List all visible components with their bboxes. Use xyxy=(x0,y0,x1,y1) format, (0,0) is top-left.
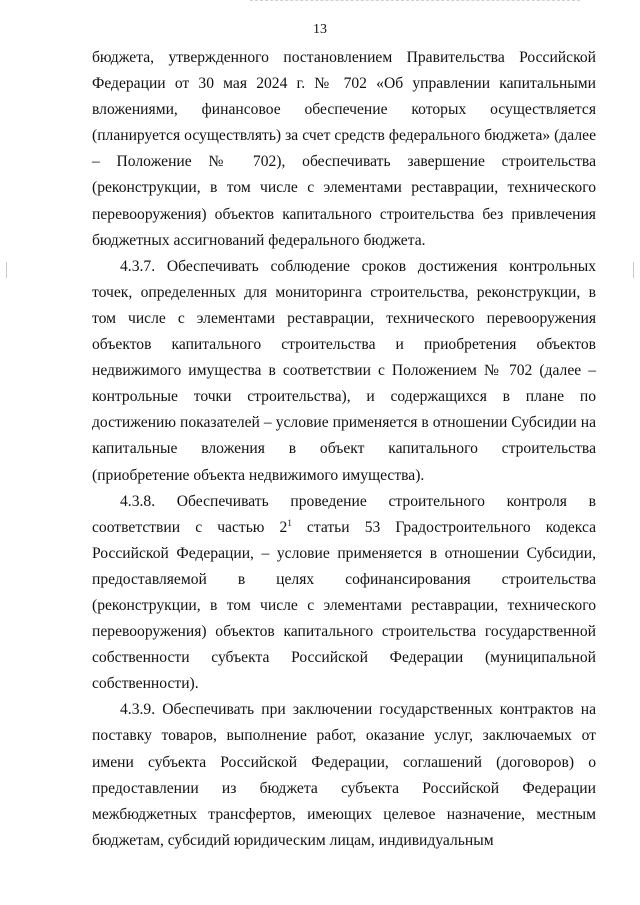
superscript-one: 1 xyxy=(287,517,292,528)
paragraph-4-3-7: 4.3.7. Обеспечивать соблюдение сроков достижения контрольных точек, определенных для мониторинга строительства, реконструкции, в том числе с элементами реставрации, технического перевооружения объектов капитального строительства и приобретения объектов недвижимого имущества в соответствии с Положением № 702 (далее – контрольные точки строительства), и содержащихся в плане по достижению показателей – условие применяется в отношении Субсидии на капитальные вложения в объект капитального строительства (приобретение объекта недвижимого имущества). xyxy=(92,257,596,484)
scan-artifact-left xyxy=(6,262,7,278)
page-number: 13 xyxy=(313,22,327,37)
paragraph-4-3-8-part1: 4.3.8. Обеспечивать проведение строительного контроля в соответствии с частью 2 xyxy=(92,492,596,536)
paragraph-4-3-8-part2: статьи 53 Градостроительного кодекса Российской Федерации, – условие применяется в отношении Субсидии, предоставляемой в целях софинансирования строительства (реконструкции, в том числе с элементами реставрации, технического перевооружения) объектов капитального строительства государственной собственности субъекта Российской Федерации (муниципальной собственности). xyxy=(92,518,596,693)
paragraph-4-3-9: 4.3.9. Обеспечивать при заключении государственных контрактов на поставку товаров, выполнение работ, оказание услуг, заключаемых от имени субъекта Российской Федерации, соглашений (договоров) о предоставлении из бюджета субъекта Российской Федерации межбюджетных трансфертов, имеющих целевое назначение, местным бюджетам, субсидий юридическим лицам, индивидуальным xyxy=(92,701,596,849)
scan-artifact-right xyxy=(633,262,634,278)
paragraph-4-3-8 xyxy=(92,489,596,698)
paragraph-continuation: бюджета, утвержденного постановлением Правительства Российской Федерации от 30 мая 2024 г. № 702 «Об управлении капитальными вложениями, финансовое обеспечение которых осуществляется (планируется осуществлять) за счет средств федерального бюджета» (далее – Положение № 702), обеспечивать завершение строительства (реконструкции, в том числе с элементами реставрации, технического перевооружения) объектов капитального строительства без привлечения бюджетных ассигнований федерального бюджета. xyxy=(92,49,596,249)
scan-artifact-top xyxy=(250,0,580,3)
document-body xyxy=(92,45,596,854)
